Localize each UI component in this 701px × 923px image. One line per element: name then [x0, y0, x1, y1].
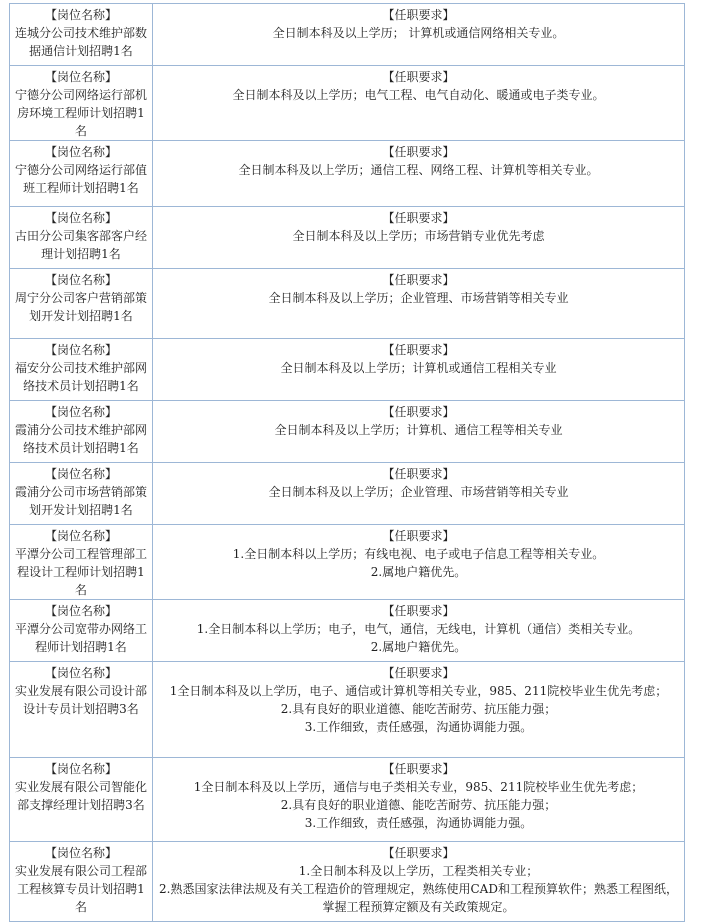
table-row	[10, 600, 685, 662]
requirement-cell	[153, 463, 685, 525]
requirement-cell	[153, 339, 685, 401]
table-row	[10, 662, 685, 758]
requirement-text: 全日制本科及以上学历；企业管理、市场营销等相关专业	[268, 291, 569, 305]
requirement-cell	[153, 662, 685, 758]
position-title: 宁德分公司网络运行部机房环境工程师计划招聘1名	[14, 88, 147, 138]
position-header: 【岗位名称】	[44, 145, 117, 159]
requirement-header: 【任职要求】	[382, 467, 455, 481]
table-row	[10, 207, 685, 269]
position-header: 【岗位名称】	[44, 343, 117, 357]
requirement-text: 2.具有良好的职业道德、能吃苦耐劳、抗压能力强；	[280, 798, 557, 812]
requirement-header: 【任职要求】	[382, 529, 455, 543]
requirement-text: 1全日制本科及以上学历，通信与电子类相关专业，985、211院校毕业生优先考虑；	[193, 780, 644, 794]
requirement-text: 1全日制本科及以上学历，电子、通信或计算机等相关专业，985、211院校毕业生优先考虑；	[169, 684, 668, 698]
position-cell	[10, 339, 153, 401]
position-title: 实业发展有限公司设计部设计专员计划招聘3名	[14, 684, 147, 716]
requirement-text: 2.熟悉国家法律法规及有关工程造价的管理规定，熟练使用CAD和工程预算软件；熟悉工程图纸，掌握工程预算定额及有关政策规定。	[159, 882, 678, 914]
requirement-text: 全日制本科及以上学历； 计算机或通信网络相关专业。	[272, 26, 565, 40]
position-title: 古田分公司集客部客户经理计划招聘1名	[14, 229, 147, 261]
position-cell	[10, 758, 153, 842]
requirement-text: 全日制本科及以上学历；企业管理、市场营销等相关专业	[268, 485, 569, 499]
requirement-text: 全日制本科及以上学历；计算机、通信工程等相关专业	[274, 423, 563, 437]
requirement-text: 全日制本科及以上学历；市场营销专业优先考虑	[292, 229, 545, 243]
position-cell	[10, 842, 153, 922]
position-header: 【岗位名称】	[44, 762, 117, 776]
table-row	[10, 339, 685, 401]
table-row	[10, 842, 685, 922]
position-title: 福安分公司技术维护部网络技术员计划招聘1名	[14, 361, 147, 393]
position-cell	[10, 401, 153, 463]
position-cell	[10, 525, 153, 600]
requirement-cell	[153, 269, 685, 339]
requirement-header: 【任职要求】	[382, 604, 455, 618]
position-title: 宁德分公司网络运行部值班工程师计划招聘1名	[14, 163, 147, 195]
position-header: 【岗位名称】	[44, 604, 117, 618]
requirement-cell	[153, 600, 685, 662]
position-header: 【岗位名称】	[44, 405, 117, 419]
position-title: 连城分公司技术维护部数据通信计划招聘1名	[14, 26, 147, 58]
position-cell	[10, 141, 153, 207]
requirement-text: 1.全日制本科以上学历；有线电视、电子或电子信息工程等相关专业。	[232, 547, 605, 561]
requirement-header: 【任职要求】	[382, 666, 455, 680]
requirement-header: 【任职要求】	[382, 405, 455, 419]
position-header: 【岗位名称】	[44, 211, 117, 225]
table-row	[10, 401, 685, 463]
requirement-cell	[153, 525, 685, 600]
table-row	[10, 66, 685, 141]
position-cell	[10, 600, 153, 662]
requirement-header: 【任职要求】	[382, 8, 455, 22]
table-row	[10, 758, 685, 842]
requirement-header: 【任职要求】	[382, 273, 455, 287]
position-header: 【岗位名称】	[44, 529, 117, 543]
requirement-text: 1.全日制本科及以上学历，工程类相关专业；	[298, 864, 539, 878]
requirement-text: 3.工作细致，责任感强，沟通协调能力强。	[304, 816, 533, 830]
requirement-text: 全日制本科及以上学历；通信工程、网络工程、计算机等相关专业。	[238, 163, 599, 177]
position-cell	[10, 662, 153, 758]
position-header: 【岗位名称】	[44, 8, 117, 22]
position-title: 霞浦分公司市场营销部策划开发计划招聘1名	[14, 485, 147, 517]
position-title: 霞浦分公司技术维护部网络技术员计划招聘1名	[14, 423, 147, 455]
requirement-cell	[153, 141, 685, 207]
requirement-text: 全日制本科及以上学历；电气工程、电气自动化、暖通或电子类专业。	[232, 88, 605, 102]
requirement-header: 【任职要求】	[382, 343, 455, 357]
position-header: 【岗位名称】	[44, 666, 117, 680]
requirement-text: 1.全日制本科以上学历；电子，电气，通信，无线电，计算机（通信）类相关专业。	[196, 622, 641, 636]
position-title: 平潭分公司宽带办网络工程师计划招聘1名	[14, 622, 147, 654]
requirement-header: 【任职要求】	[382, 211, 455, 225]
position-cell	[10, 207, 153, 269]
requirement-text: 全日制本科及以上学历；计算机或通信工程相关专业	[280, 361, 557, 375]
requirement-text: 2.属地户籍优先。	[370, 640, 467, 654]
table-row	[10, 463, 685, 525]
position-title: 周宁分公司客户营销部策划开发计划招聘1名	[14, 291, 147, 323]
position-title: 实业发展有限公司智能化部支撑经理计划招聘3名	[14, 780, 147, 812]
requirement-cell	[153, 66, 685, 141]
requirement-text: 2.具有良好的职业道德、能吃苦耐劳、抗压能力强；	[280, 702, 557, 716]
requirement-header: 【任职要求】	[382, 70, 455, 84]
position-cell	[10, 4, 153, 66]
requirement-header: 【任职要求】	[382, 145, 455, 159]
requirement-cell	[153, 207, 685, 269]
position-title: 平潭分公司工程管理部工程设计工程师计划招聘1名	[14, 547, 147, 597]
position-cell	[10, 66, 153, 141]
position-title: 实业发展有限公司工程部工程核算专员计划招聘1名	[14, 864, 147, 914]
position-header: 【岗位名称】	[44, 467, 117, 481]
table-row	[10, 269, 685, 339]
requirement-header: 【任职要求】	[382, 762, 455, 776]
table-row	[10, 141, 685, 207]
position-header: 【岗位名称】	[44, 273, 117, 287]
job-table	[9, 3, 685, 922]
position-header: 【岗位名称】	[44, 70, 117, 84]
requirement-text: 2.属地户籍优先。	[370, 565, 467, 579]
requirement-cell	[153, 758, 685, 842]
position-header: 【岗位名称】	[44, 846, 117, 860]
requirement-text: 3.工作细致，责任感强，沟通协调能力强。	[304, 720, 533, 734]
position-cell	[10, 269, 153, 339]
table-row	[10, 525, 685, 600]
requirement-cell	[153, 4, 685, 66]
table-row	[10, 4, 685, 66]
position-cell	[10, 463, 153, 525]
requirement-cell	[153, 401, 685, 463]
requirement-cell	[153, 842, 685, 922]
requirement-header: 【任职要求】	[382, 846, 455, 860]
